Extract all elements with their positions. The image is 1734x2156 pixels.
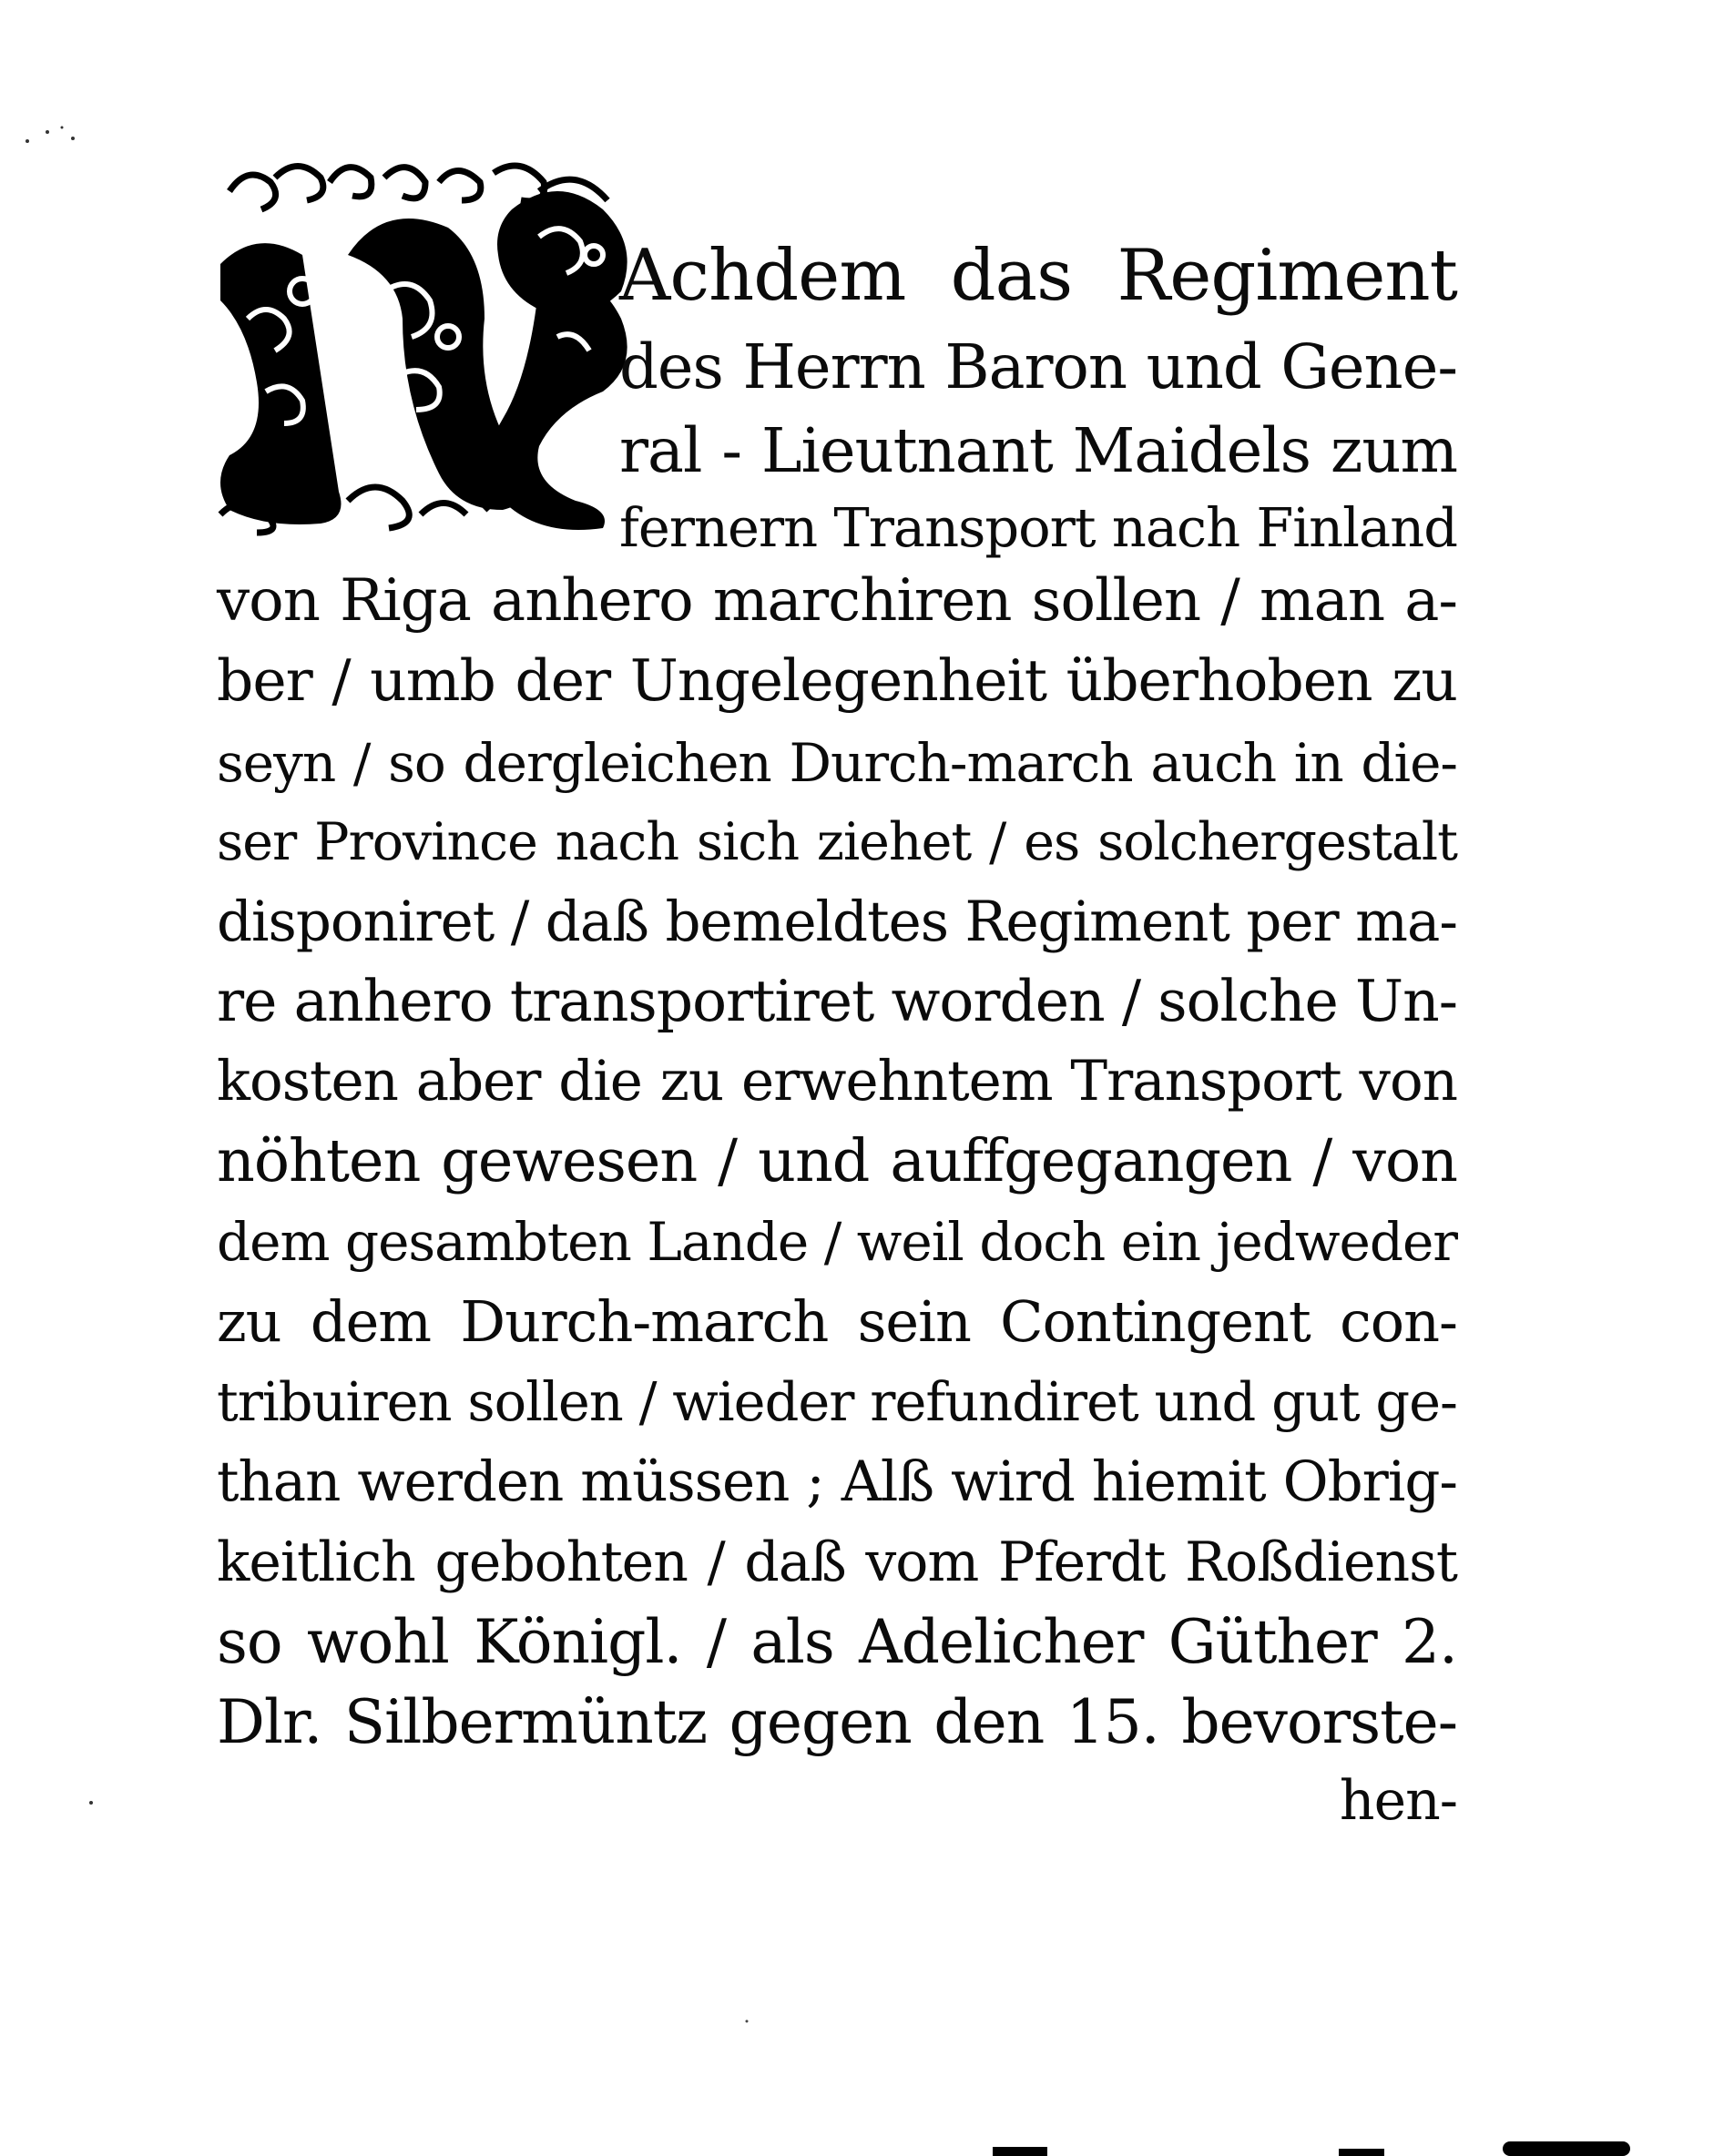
text-line: nöhten gewesen / und auffgegangen / von [217, 1127, 1457, 1195]
next-page-bleed-marks [993, 2140, 1630, 2156]
text-line: Achdem das Regiment [619, 235, 1457, 317]
text-line: than werden müssen ; Alß wird hiemit Obrig- [217, 1449, 1457, 1514]
text-line: ser Province nach sich ziehet / es solchergestalt [217, 812, 1457, 872]
text-line: ber / umb der Ungelegenheit überhoben zu [217, 647, 1457, 714]
text-line: Dlr. Silbermüntz gegen den 15. bevorste- [217, 1687, 1457, 1757]
text-line: kosten aber die zu erwehntem Transport von [217, 1049, 1457, 1114]
text-line: re anhero transportiret worden / solche Un- [217, 968, 1457, 1034]
text-line: so wohl Königl. / als Adelicher Güther 2. [217, 1607, 1457, 1677]
text-line: keitlich gebohten / daß vom Pferdt Roßdienst [217, 1531, 1457, 1594]
text-line: von Riga anhero marchiren sollen / man a- [217, 567, 1457, 635]
text-line: dem gesambten Lande / weil doch ein jedweder [217, 1211, 1457, 1273]
initial-letter [211, 155, 658, 537]
text-line: zu dem Durch-march sein Contingent con- [217, 1288, 1457, 1355]
text-line: tribuiren sollen / wieder refundiret und gut ge- [217, 1370, 1457, 1433]
text-line: seyn / so dergleichen Durch-march auch in die- [217, 732, 1457, 794]
catchword: hen- [1339, 1769, 1457, 1833]
text-line: fernern Transport nach Finland [619, 496, 1457, 559]
text-line: disponiret / daß bemeldtes Regiment per ma- [217, 890, 1457, 954]
text-line: des Herrn Baron und Gene- [619, 331, 1457, 402]
text-line: ral - Lieutnant Maidels zum [619, 415, 1457, 486]
